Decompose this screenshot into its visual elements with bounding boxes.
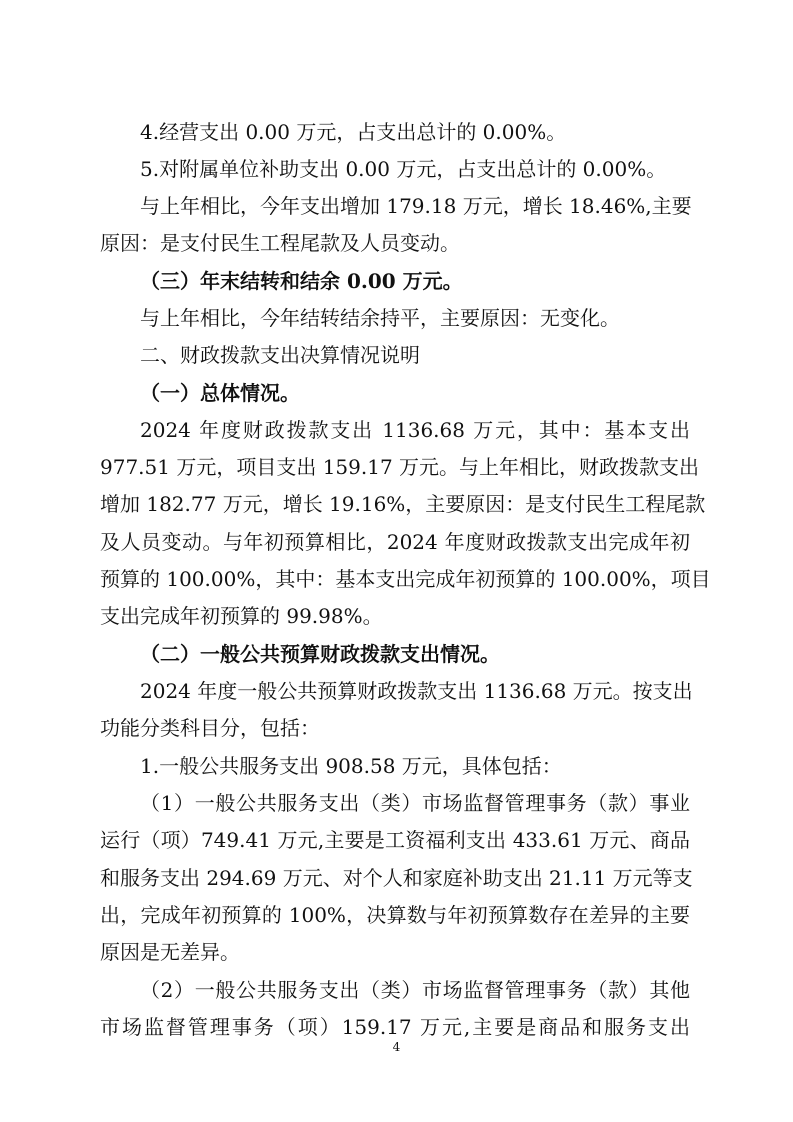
text-line-content: 原因：是支付民生工程尾款及人员变动。 xyxy=(100,231,460,255)
text-line-content: 功能分类科目分，包括： xyxy=(100,716,320,740)
text-line-content: （一）总体情况。 xyxy=(140,381,300,405)
text-line xyxy=(0,640,793,668)
text-line-content: （三）年末结转和结余 0.00 万元。 xyxy=(140,269,463,293)
text-line xyxy=(0,714,793,742)
text-line-content: 2024 年度一般公共预算财政拨款支出 1136.68 万元。按支出 xyxy=(140,679,693,703)
text-line-content: 预算的 100.00%，其中：基本支出完成年初预算的 100.00%，项目 xyxy=(100,567,711,591)
text-line-content: （二）一般公共预算财政拨款支出情况。 xyxy=(140,642,500,666)
text-line xyxy=(0,490,793,518)
text-line-content: 运行（项）749.41 万元,主要是工资福利支出 433.61 万元、商品 xyxy=(100,828,690,852)
text-line xyxy=(0,528,793,556)
text-line-content: 1.一般公共服务支出 908.58 万元，具体包括： xyxy=(140,754,562,778)
text-line-content: （2）一般公共服务支出（类）市场监督管理事务（款）其他 xyxy=(140,978,690,1002)
text-line xyxy=(0,155,793,183)
text-line xyxy=(0,789,793,817)
text-line-content: 2024 年度财政拨款支出 1136.68 万元，其中：基本支出 xyxy=(140,418,690,442)
text-line xyxy=(0,938,793,966)
text-line-content: 5.对附属单位补助支出 0.00 万元，占支出总计的 0.00%。 xyxy=(140,157,667,181)
text-line xyxy=(0,453,793,481)
text-line xyxy=(0,826,793,854)
text-line xyxy=(0,341,793,369)
text-line-content: 与上年相比，今年结转结余持平，主要原因：无变化。 xyxy=(140,306,620,330)
text-line xyxy=(0,379,793,407)
text-line xyxy=(0,267,793,295)
text-line-content: 支出完成年初预算的 99.98%。 xyxy=(100,604,383,628)
text-line xyxy=(0,602,793,630)
text-line-content: 增加 182.77 万元，增长 19.16%，主要原因：是支付民生工程尾款 xyxy=(100,492,706,516)
text-line-content: 977.51 万元，项目支出 159.17 万元。与上年相比，财政拨款支出 xyxy=(100,455,700,479)
text-line xyxy=(0,752,793,780)
text-line-content: 原因是无差异。 xyxy=(100,940,240,964)
text-line xyxy=(0,901,793,929)
text-line-content: （1）一般公共服务支出（类）市场监督管理事务（款）事业 xyxy=(140,791,690,815)
text-line-content: 4.经营支出 0.00 万元，占支出总计的 0.00%。 xyxy=(140,120,567,144)
text-line xyxy=(0,118,793,146)
page-number: 4 xyxy=(392,1040,401,1054)
text-line-content: 二、财政拨款支出决算情况说明 xyxy=(140,343,420,367)
text-line xyxy=(0,864,793,892)
text-line-content: 出，完成年初预算的 100%，决算数与年初预算数存在差异的主要 xyxy=(100,903,690,927)
text-line-content: 和服务支出 294.69 万元、对个人和家庭补助支出 21.11 万元等支 xyxy=(100,866,693,890)
text-line xyxy=(0,976,793,1004)
text-line-content: 及人员变动。与年初预算相比，2024 年度财政拨款支出完成年初 xyxy=(100,530,690,554)
text-line xyxy=(0,416,793,444)
text-line xyxy=(0,565,793,593)
text-line-content: 与上年相比，今年支出增加 179.18 万元，增长 18.46%,主要 xyxy=(140,194,692,218)
text-line xyxy=(0,1013,793,1041)
text-line xyxy=(0,304,793,332)
text-line-content: 市场监督管理事务（项）159.17 万元,主要是商品和服务支出 xyxy=(100,1015,690,1039)
text-line xyxy=(0,677,793,705)
text-line xyxy=(0,192,793,220)
text-line xyxy=(0,229,793,257)
